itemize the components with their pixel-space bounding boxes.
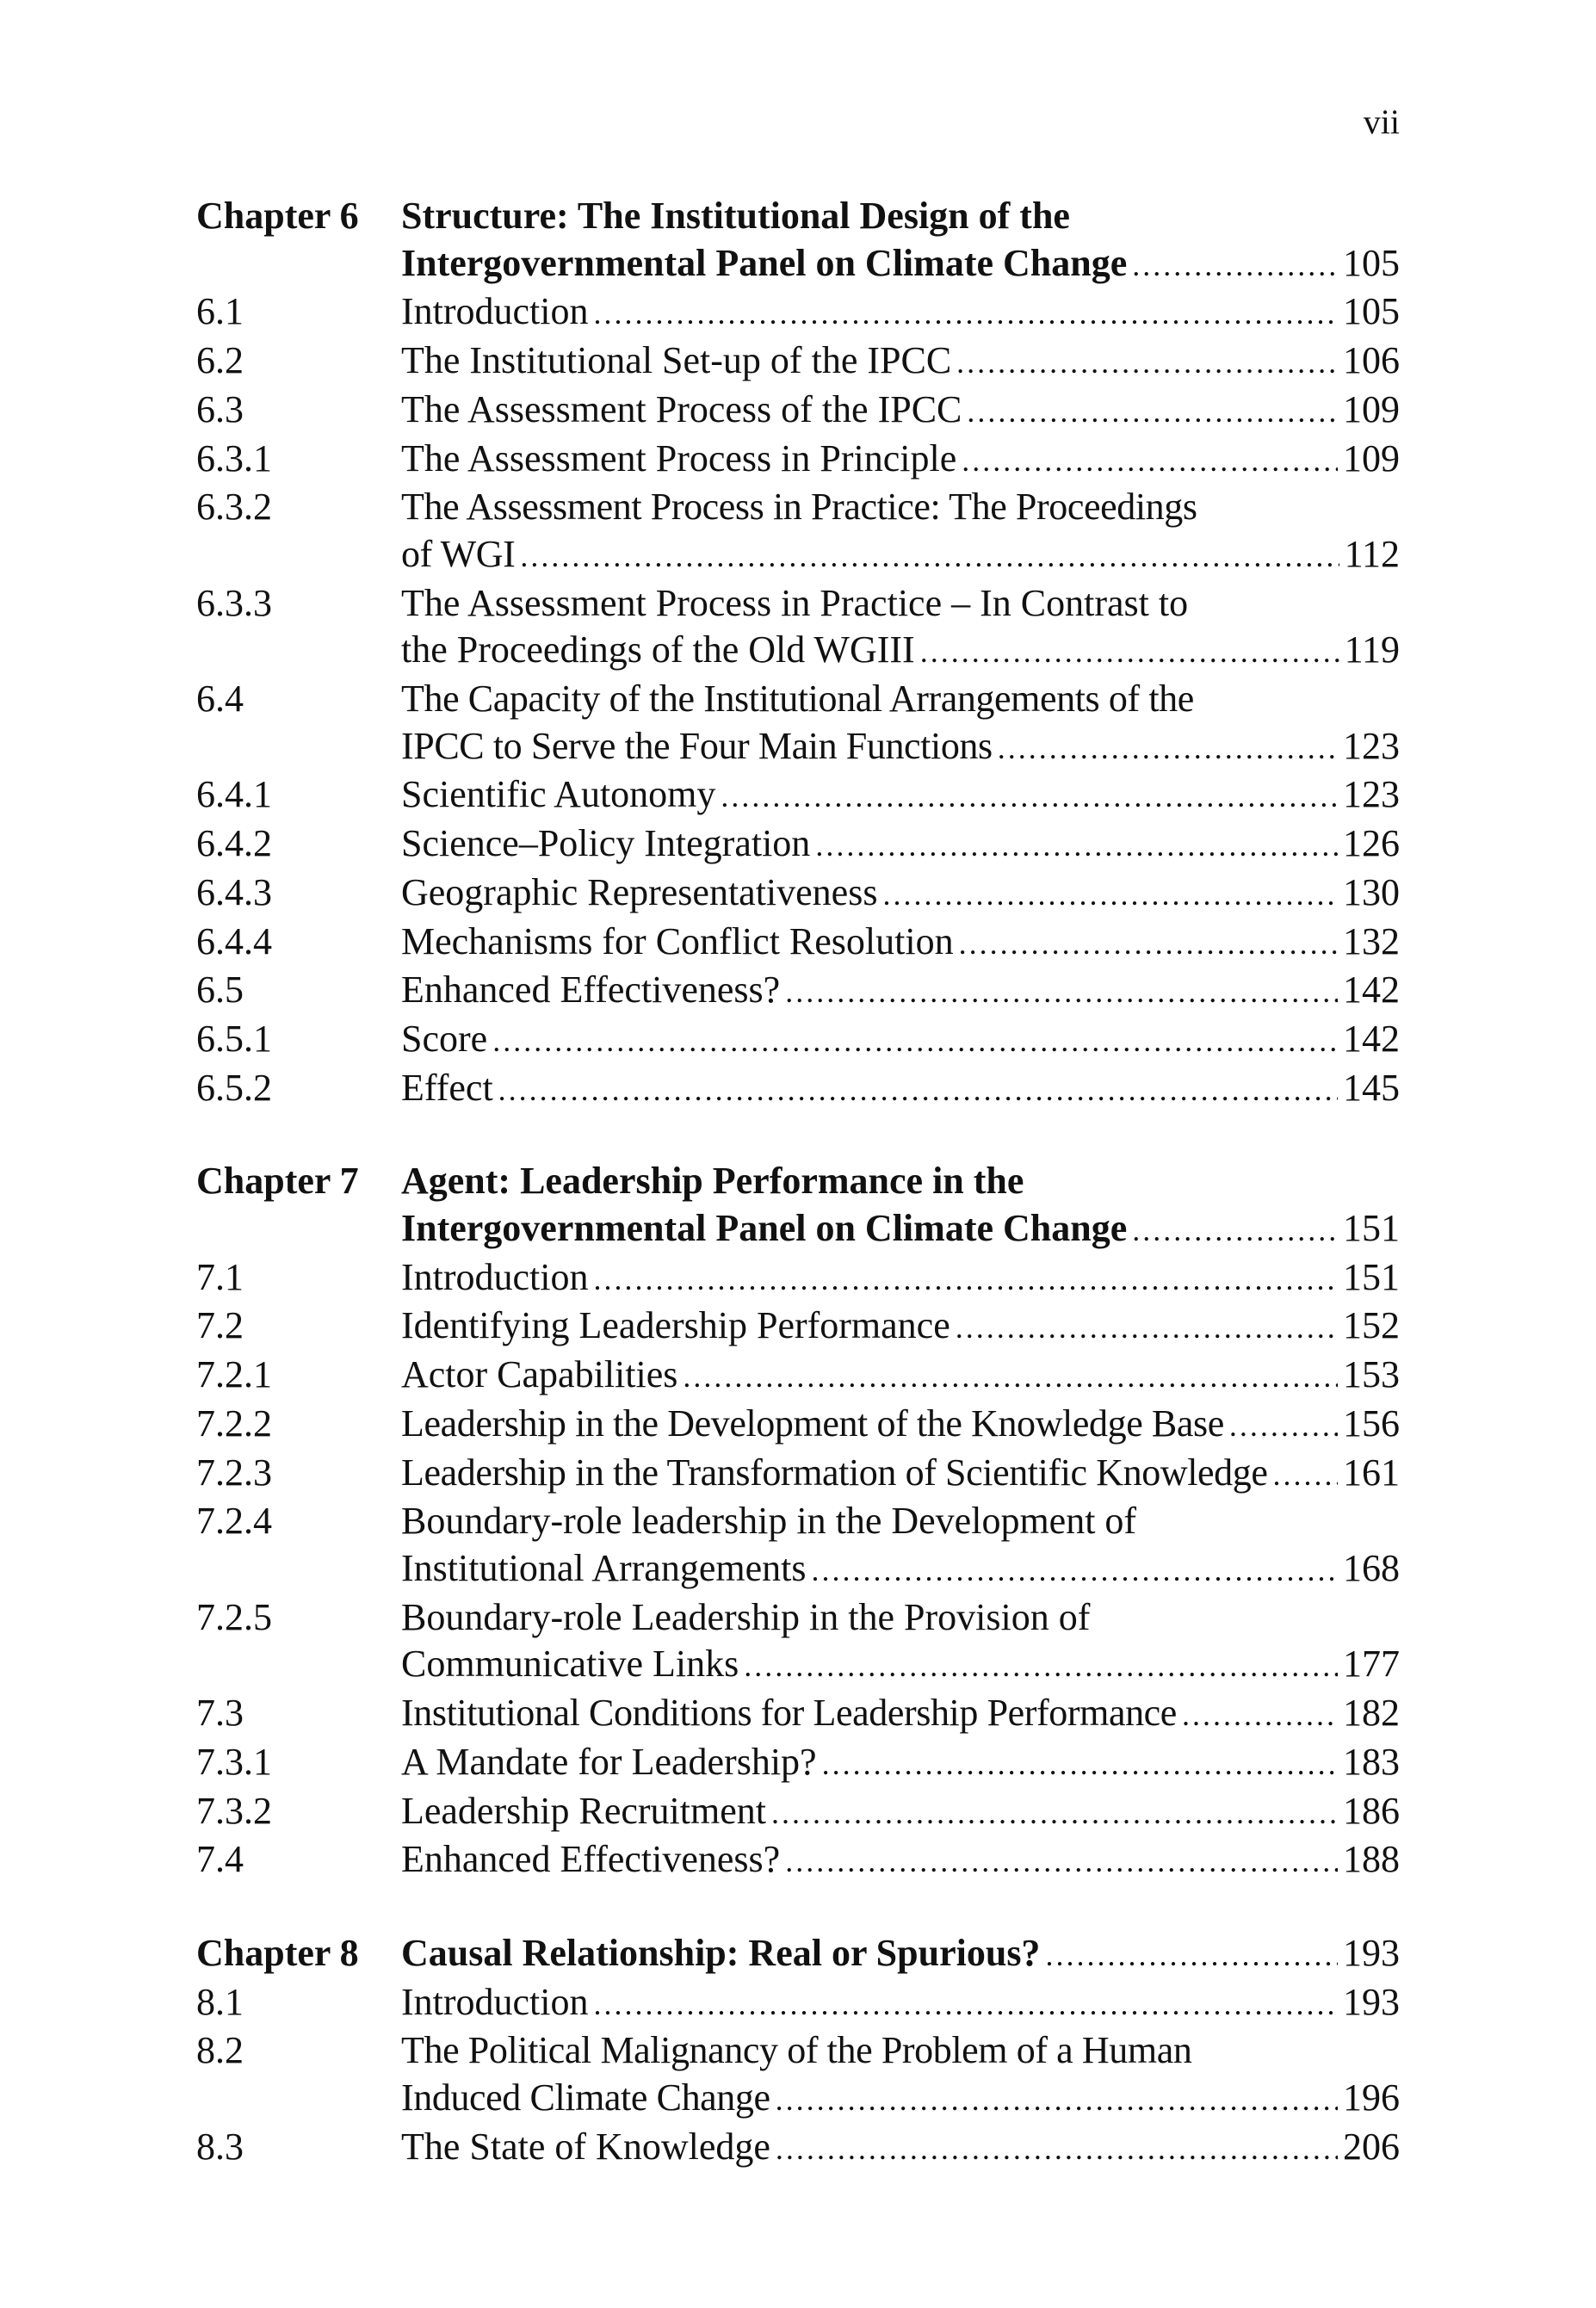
- section-title: Scientific Autonomy: [401, 773, 716, 816]
- section-title: Leadership in the Development of the Knowledge Base: [401, 1402, 1224, 1445]
- toc-entry-7-2-3[interactable]: [196, 1450, 1400, 1499]
- leader-dots: [520, 533, 1339, 580]
- section-number: 8.1: [196, 1980, 244, 2023]
- section-number: 6.4: [196, 678, 244, 721]
- page-ref: 206: [1343, 2125, 1400, 2168]
- section-number: 7.2.3: [196, 1451, 272, 1494]
- chapter-6-heading[interactable]: [196, 193, 1400, 288]
- section-title: Mechanisms for Conflict Resolution: [401, 919, 954, 962]
- toc-entry-7-1[interactable]: [196, 1254, 1400, 1303]
- chapter-title: Structure: The Institutional Design of the: [401, 195, 1070, 237]
- page-ref: 177: [1343, 1643, 1400, 1686]
- toc-entry-7-2-5[interactable]: [196, 1594, 1400, 1690]
- toc-entry-7-2-1[interactable]: [196, 1352, 1400, 1401]
- section-title: Enhanced Effectiveness?: [401, 1838, 781, 1881]
- section-number: 6.3.3: [196, 581, 272, 624]
- section-number: 7.2.5: [196, 1595, 272, 1638]
- leader-dots: [815, 822, 1338, 869]
- section-title: Boundary-role Leadership in the Provision of: [401, 1595, 1091, 1638]
- section-number: 6.3: [196, 387, 244, 430]
- section-number: 7.2: [196, 1304, 244, 1347]
- section-title: The Assessment Process in Principle: [401, 436, 957, 480]
- section-number: 6.1: [196, 290, 244, 333]
- page-ref: 188: [1343, 1838, 1400, 1881]
- leader-dots: [785, 1838, 1338, 1885]
- section-number: 7.3: [196, 1692, 244, 1735]
- section-number: 6.4.4: [196, 919, 272, 962]
- toc-entry-8-2[interactable]: [196, 2027, 1400, 2123]
- leader-dots: [498, 1067, 1338, 1114]
- page-ref: 130: [1343, 870, 1400, 913]
- page-ref: 183: [1343, 1740, 1400, 1783]
- leader-dots: [967, 388, 1338, 436]
- section-number: 6.3.2: [196, 486, 272, 529]
- leader-dots: [811, 1547, 1338, 1594]
- page-ref: 153: [1343, 1353, 1400, 1396]
- chapter-number: Chapter 7: [196, 1160, 359, 1203]
- page-ref: 161: [1343, 1451, 1400, 1494]
- page-ref: 145: [1343, 1066, 1400, 1109]
- leader-dots: [1132, 242, 1338, 289]
- leader-dots: [962, 437, 1338, 485]
- toc-entry-8-3[interactable]: [196, 2124, 1400, 2173]
- toc-entry-6-4-1[interactable]: [196, 771, 1400, 820]
- leader-dots: [1229, 1402, 1338, 1450]
- page-ref: 151: [1343, 1255, 1400, 1298]
- section-title: Introduction: [401, 1980, 589, 2023]
- section-title: Actor Capabilities: [401, 1353, 678, 1396]
- page-ref: 168: [1343, 1546, 1400, 1589]
- section-title: Leadership in the Transformation of Scientific Knowledge: [401, 1451, 1268, 1494]
- table-of-contents: [196, 193, 1400, 2217]
- page-ref: 132: [1343, 919, 1400, 962]
- toc-entry-6-4-2[interactable]: [196, 820, 1400, 869]
- section-number: 6.5.2: [196, 1066, 272, 1109]
- section-title: The Assessment Process of the IPCC: [401, 387, 962, 430]
- page-ref: 106: [1343, 339, 1400, 382]
- toc-entry-7-2-2[interactable]: [196, 1401, 1400, 1450]
- section-title: A Mandate for Leadership?: [401, 1740, 817, 1783]
- chapter-number: Chapter 6: [196, 195, 359, 237]
- section-title: Introduction: [401, 1255, 589, 1298]
- leader-dots: [956, 1304, 1338, 1352]
- section-number: 6.5.1: [196, 1017, 272, 1060]
- page-ref: 193: [1343, 1931, 1400, 1974]
- chapter-title: Agent: Leadership Performance in the: [401, 1160, 1024, 1203]
- page-ref: 196: [1343, 2076, 1400, 2119]
- section-title: Effect: [401, 1066, 493, 1109]
- section-title: Science–Policy Integration: [401, 822, 811, 865]
- page-ref: 112: [1344, 532, 1400, 575]
- chapter-7-heading[interactable]: [196, 1158, 1400, 1253]
- section-title: Institutional Arrangements: [401, 1546, 807, 1589]
- leader-dots: [1132, 1207, 1338, 1254]
- page-ref: 193: [1343, 1980, 1400, 2023]
- page-ref: 105: [1343, 290, 1400, 333]
- section-number: 6.4.3: [196, 870, 272, 913]
- leader-dots: [785, 968, 1338, 1016]
- section-number: 6.2: [196, 339, 244, 382]
- section-title: The State of Knowledge: [401, 2125, 770, 2168]
- toc-entry-6-3-3[interactable]: [196, 580, 1400, 676]
- page-ref: 119: [1344, 628, 1400, 671]
- chapter-title: Intergovernmental Panel on Climate Change: [401, 1207, 1128, 1250]
- page-ref: 123: [1343, 724, 1400, 767]
- section-title: The Assessment Process in Practice: The Proceedings: [401, 486, 1197, 529]
- toc-entry-7-3-1[interactable]: [196, 1739, 1400, 1788]
- leader-dots: [920, 628, 1339, 676]
- section-number: 6.5: [196, 968, 244, 1012]
- chapter-number: Chapter 8: [196, 1931, 359, 1974]
- toc-entry-6-2[interactable]: [196, 337, 1400, 387]
- toc-entry-6-4[interactable]: [196, 676, 1400, 771]
- section-number: 6.3.1: [196, 436, 272, 480]
- section-title: Geographic Representativeness: [401, 870, 878, 913]
- leader-dots: [776, 2076, 1338, 2124]
- section-title: The Assessment Process in Practice – In Contrast to: [401, 581, 1189, 624]
- toc-entry-6-3[interactable]: [196, 387, 1400, 436]
- page-ref: 126: [1343, 822, 1400, 865]
- section-number: 7.2.1: [196, 1353, 272, 1396]
- section-title: The Capacity of the Institutional Arrangements of the: [401, 678, 1194, 721]
- section-title: The Political Malignancy of the Problem of a Human: [401, 2029, 1192, 2072]
- page-ref: 109: [1343, 387, 1400, 430]
- section-number: 7.2.4: [196, 1500, 272, 1543]
- page-ref: 123: [1343, 773, 1400, 816]
- leader-dots: [998, 725, 1338, 772]
- leader-dots: [1273, 1451, 1339, 1499]
- leader-dots: [1045, 1932, 1338, 1979]
- section-number: 6.4.1: [196, 773, 272, 816]
- leader-dots: [594, 290, 1338, 337]
- section-title: Score: [401, 1017, 488, 1060]
- section-title: Introduction: [401, 290, 589, 333]
- section-title: Identifying Leadership Performance: [401, 1304, 950, 1347]
- section-title: The Institutional Set-up of the IPCC: [401, 339, 952, 382]
- leader-dots: [882, 871, 1338, 919]
- page-ref: 151: [1343, 1207, 1400, 1250]
- leader-dots: [594, 1981, 1338, 2028]
- toc-entry-6-5[interactable]: [196, 967, 1400, 1016]
- section-title: of WGI: [401, 532, 516, 575]
- section-number: 8.2: [196, 2029, 244, 2072]
- toc-entry-7-2[interactable]: [196, 1303, 1400, 1352]
- toc-entry-6-3-2[interactable]: [196, 484, 1400, 579]
- page-ref: 109: [1343, 436, 1400, 480]
- leader-dots: [956, 339, 1338, 387]
- leader-dots: [959, 920, 1338, 968]
- section-number: 7.3.2: [196, 1789, 272, 1832]
- leader-dots: [771, 1790, 1338, 1837]
- section-number: 8.3: [196, 2125, 244, 2168]
- toc-entry-8-1[interactable]: [196, 1979, 1400, 2028]
- leader-dots: [721, 773, 1338, 820]
- leader-dots: [776, 2125, 1338, 2173]
- section-number: 7.4: [196, 1838, 244, 1881]
- page-ref: 152: [1343, 1304, 1400, 1347]
- page-ref: 186: [1343, 1789, 1400, 1832]
- leader-dots: [594, 1256, 1338, 1303]
- chapter-8: [196, 1930, 1400, 2173]
- page-ref: 142: [1343, 968, 1400, 1012]
- section-title: Enhanced Effectiveness?: [401, 968, 781, 1012]
- section-title: Communicative Links: [401, 1643, 739, 1686]
- toc-entry-7-3-2[interactable]: [196, 1788, 1400, 1837]
- page-ref: 142: [1343, 1017, 1400, 1060]
- toc-entry-6-3-1[interactable]: [196, 436, 1400, 485]
- leader-dots: [1182, 1692, 1338, 1739]
- page-ref: 182: [1343, 1692, 1400, 1735]
- toc-entry-7-2-4[interactable]: [196, 1498, 1400, 1593]
- leader-dots: [492, 1018, 1338, 1065]
- section-title: the Proceedings of the Old WGIII: [401, 628, 915, 671]
- chapter-title: Intergovernmental Panel on Climate Change: [401, 241, 1128, 284]
- toc-entry-6-1[interactable]: [196, 288, 1400, 337]
- chapter-title: Causal Relationship: Real or Spurious?: [401, 1931, 1041, 1974]
- page-number: vii: [1363, 102, 1400, 141]
- page-ref: 105: [1343, 241, 1400, 284]
- chapter-8-heading[interactable]: [196, 1930, 1400, 1979]
- section-title: Institutional Conditions for Leadership Performance: [401, 1692, 1177, 1735]
- toc-entry-6-5-2[interactable]: [196, 1065, 1400, 1114]
- chapter-7: [196, 1158, 1400, 1885]
- leader-dots: [822, 1741, 1338, 1788]
- section-number: 7.3.1: [196, 1740, 272, 1783]
- leader-dots: [744, 1643, 1338, 1690]
- toc-entry-6-4-3[interactable]: [196, 869, 1400, 919]
- toc-entry-6-5-1[interactable]: [196, 1016, 1400, 1065]
- page-ref: 156: [1343, 1402, 1400, 1445]
- chapter-6: [196, 193, 1400, 1113]
- section-title: IPCC to Serve the Four Main Functions: [401, 724, 993, 767]
- toc-entry-7-4[interactable]: [196, 1836, 1400, 1885]
- toc-entry-7-3[interactable]: [196, 1690, 1400, 1739]
- section-number: 7.2.2: [196, 1402, 272, 1445]
- section-title: Induced Climate Change: [401, 2076, 770, 2119]
- section-number: 7.1: [196, 1255, 244, 1298]
- section-title: Leadership Recruitment: [401, 1789, 766, 1832]
- leader-dots: [683, 1353, 1338, 1401]
- section-title: Boundary-role leadership in the Development of: [401, 1500, 1137, 1543]
- section-number: 6.4.2: [196, 822, 272, 865]
- toc-entry-6-4-4[interactable]: [196, 919, 1400, 968]
